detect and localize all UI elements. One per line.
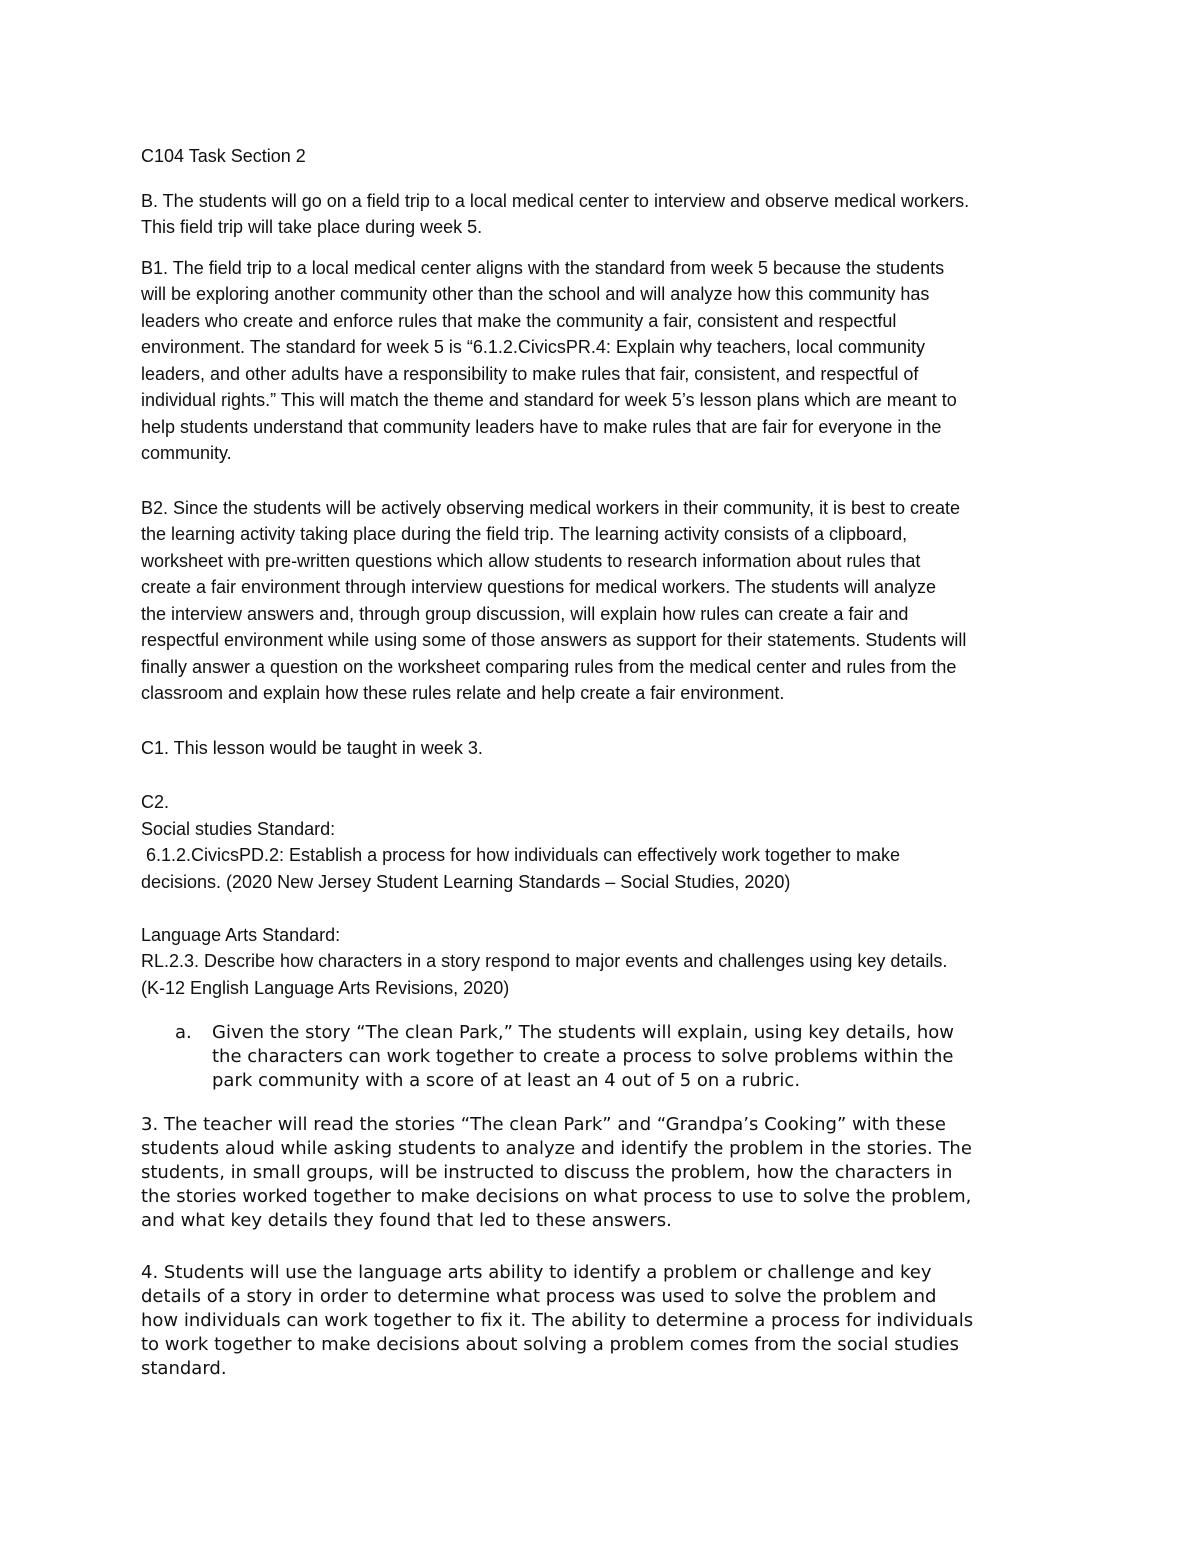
text-line: details of a story in order to determine what process was used to solve the problem and [141,1286,937,1307]
text-line: finally answer a question on the worksheet comparing rules from the medical center and rules from the [141,656,957,677]
list-item [141,1021,1061,1093]
section-c1: C1. This lesson would be taught in week 3. [141,737,483,758]
text-line: the characters can work together to create a process to solve problems within the [212,1046,954,1067]
section-b [141,188,1061,241]
document-body [141,143,1061,1381]
text-line: leaders who create and enforce rules that make the community a fair, consistent and respectful [141,310,897,331]
text-line: the learning activity taking place during the field trip. The learning activity consists of a clipboard, [141,524,908,544]
text-line: RL.2.3. Describe how characters in a story respond to major events and challenges using key details. [141,951,948,971]
objective-list [141,1021,1061,1093]
spacer [141,895,1061,922]
text-line: worksheet with pre-written questions which allow students to research information about rules that [141,550,921,571]
text-line: and what key details they found that led to these answers. [141,1210,672,1231]
text-line: B. The students will go on a field trip to a local medical center to interview and observe medical workers. [141,190,970,211]
text-line: create a fair environment through interview questions for medical workers. The students will analyze [141,577,937,597]
text-line: students aloud while asking students to analyze and identify the problem in the stories. The [141,1138,972,1159]
text-line: (K-12 English Language Arts Revisions, 2020) [141,977,510,998]
text-line: students, in small groups, will be instructed to discuss the problem, how the characters in [141,1162,953,1183]
text-line: respectful environment while using some of those answers as support for their statements. Students will [141,630,967,650]
text-line: will be exploring another community other than the school and will analyze how this community has [141,284,930,304]
section-c2-heading: C2. [141,792,170,812]
text-line: Given the story “The clean Park,” The students will explain, using key details, how [212,1022,955,1043]
section-3 [141,1113,1061,1233]
section-b1 [141,255,1061,467]
language-arts-label: Language Arts Standard: [141,924,341,945]
text-line: how individuals can work together to fix it. The ability to determine a process for individuals [141,1310,974,1331]
text-line: classroom and explain how these rules relate and help create a fair environment. [141,683,785,703]
text-line: leaders, and other adults have a responsibility to make rules that fair, consistent, and respectful of [141,363,919,384]
text-line: to work together to make decisions about solving a problem comes from the social studies [141,1334,959,1355]
text-line: 3. The teacher will read the stories “The clean Park” and “Grandpa’s Cooking” with these [141,1114,946,1135]
text-line: B1. The field trip to a local medical center aligns with the standard from week 5 because the students [141,257,945,278]
section-b2 [141,495,1061,707]
text-line: 6.1.2.CivicsPD.2: Establish a process for how individuals can effectively work together to make [141,845,901,865]
text-line: the stories worked together to make decisions on what process to use to solve the problem, [141,1186,972,1207]
text-line: individual rights.” This will match the theme and standard for week 5’s lesson plans which are meant to [141,390,957,410]
social-studies-label: Social studies Standard: [141,818,336,839]
text-line: the interview answers and, through group discussion, will explain how rules can create a fair and [141,603,909,624]
text-line: standard. [141,1358,227,1379]
text-line: environment. The standard for week 5 is “6.1.2.CivicsPR.4: Explain why teachers, local community [141,337,926,357]
text-line: This field trip will take place during week 5. [141,217,483,237]
section-c2 [141,789,1061,1001]
section-4 [141,1261,1061,1381]
document-title: C104 Task Section 2 [141,146,306,166]
text-line: community. [141,443,232,463]
text-line: help students understand that community leaders have to make rules that are fair for everyone in the [141,416,942,437]
list-marker: a. [175,1022,192,1043]
text-line: park community with a score of at least an 4 out of 5 on a rubric. [212,1070,801,1091]
text-line: B2. Since the students will be actively observing medical workers in their community, it is best to create [141,497,961,518]
text-line: decisions. (2020 New Jersey Student Learning Standards – Social Studies, 2020) [141,871,791,892]
text-line: 4. Students will use the language arts ability to identify a problem or challenge and key [141,1262,932,1283]
